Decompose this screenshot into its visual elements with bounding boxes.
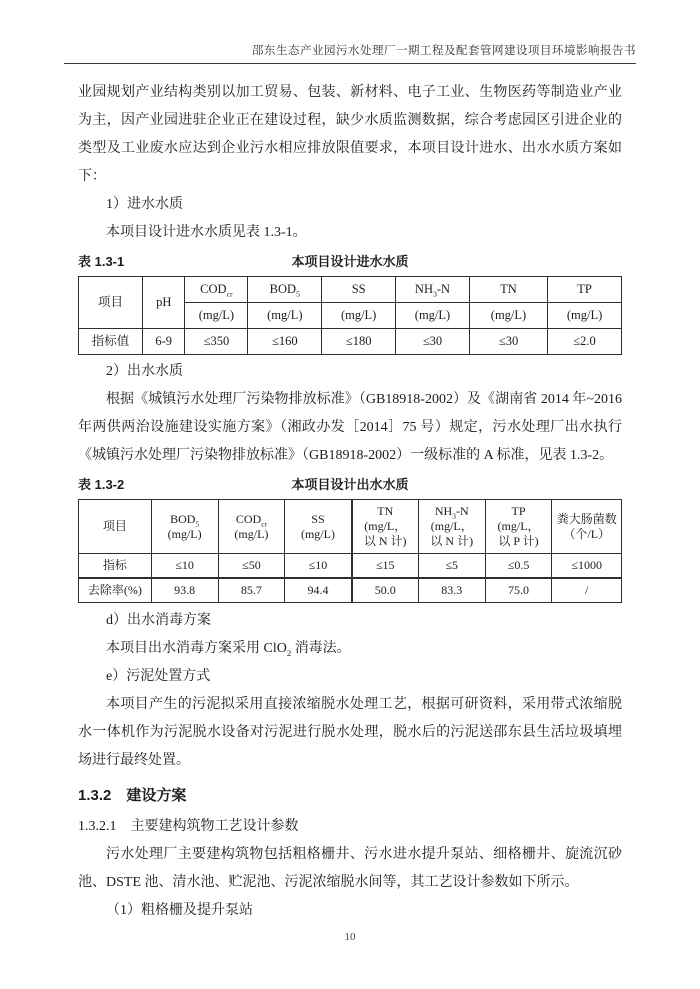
header-tn: TN — [469, 277, 547, 303]
section-heading-1321: 1.3.2.1 主要建构筑物工艺设计参数 — [78, 819, 299, 834]
list-item-coarse-screen: （1）粗格栅及提升泵站 — [106, 903, 253, 918]
value-cell: / — [552, 578, 622, 603]
list-item-disinfection: d）出水消毒方案 — [106, 613, 211, 628]
unit-cell: (mg/L) — [185, 303, 248, 329]
table2-caption-label: 表 1.3-2 — [78, 477, 125, 492]
value-cell: ≤30 — [396, 329, 470, 355]
value-cell: 83.3 — [418, 578, 485, 603]
header-tp: TP — [548, 277, 622, 303]
list-item-inlet: 1）进水水质 — [106, 197, 183, 212]
page-header — [64, 0, 636, 64]
value-cell: ≤350 — [185, 329, 248, 355]
unit-cell: (mg/L) — [469, 303, 547, 329]
header-nh3n: $NH_3-N$ (mg/L， 以 N 计) — [418, 500, 485, 554]
header-tn: TN (mg/L， 以 N 计) — [352, 500, 419, 554]
unit-cell: (mg/L) — [548, 303, 622, 329]
paragraph-standard: 根据《城镇污水处理厂污染物排放标准》（GB18918-2002）及《湖南省 2014 年~2016 年两供两治设施建设实施方案》（湘政办发［2014］75 号）规定，污水处理厂出水执行《城镇污水处理厂污染物排放标准》（GB18918-2002）一级标准的 A 标准，见表 1.3-2。 — [78, 392, 622, 463]
value-cell: 94.4 — [285, 578, 352, 603]
value-cell: ≤0.5 — [485, 554, 552, 579]
table1-caption-title: 本项目设计进水水质 — [291, 254, 409, 269]
header-ss: SS (mg/L) — [285, 500, 352, 554]
section-heading-132: 1.3.2 建设方案 — [78, 787, 187, 804]
value-cell: ≤10 — [285, 554, 352, 579]
table-row-limits — [79, 554, 622, 579]
value-cell: ≤30 — [469, 329, 547, 355]
value-cell: 85.7 — [218, 578, 285, 603]
value-cell: ≤5 — [418, 554, 485, 579]
paragraph-disinfection: 本项目出水消毒方案采用 ClO$_2$ 消毒法。 — [106, 641, 351, 658]
value-cell: ≤2.0 — [548, 329, 622, 355]
unit-cell: (mg/L) — [396, 303, 470, 329]
header-nh3n: $NH_3-N$ — [396, 277, 470, 303]
paragraph-sludge: 本项目产生的污泥拟采用直接浓缩脱水处理工艺，根据可研资料，采用带式浓缩脱水一体机作为污泥脱水设备对污泥进行脱水处理，脱水后的污泥送邵东县生活垃圾填埋场进行最终处置。 — [78, 697, 622, 768]
value-cell: ≤160 — [248, 329, 322, 355]
value-cell: 6-9 — [143, 329, 185, 355]
table-row — [79, 277, 622, 303]
header-item: 项目 — [79, 500, 152, 554]
row-label: 去除率(%) — [79, 578, 152, 603]
value-cell: ≤15 — [352, 554, 419, 579]
table-row-values — [79, 329, 622, 355]
header-tp: TP (mg/L， 以 P 计) — [485, 500, 552, 554]
inlet-water-quality-table — [78, 276, 622, 355]
value-cell: 50.0 — [352, 578, 419, 603]
header-cod: $COD_{cr}$ (mg/L) — [218, 500, 285, 554]
outlet-water-quality-table — [78, 499, 622, 603]
value-cell: ≤50 — [218, 554, 285, 579]
header-ph: pH — [143, 277, 185, 329]
header-ss: SS — [322, 277, 396, 303]
value-cell: 75.0 — [485, 578, 552, 603]
value-cell: ≤180 — [322, 329, 396, 355]
page-number: 10 — [344, 931, 356, 943]
header-bod: $BOD_5$ (mg/L) — [151, 500, 218, 554]
unit-cell: (mg/L) — [248, 303, 322, 329]
header-coliform: 粪大肠菌数 （个/L） — [552, 500, 622, 554]
table2-caption-title: 本项目设计出水水质 — [291, 477, 409, 492]
header-bod: $BOD_5$ — [248, 277, 322, 303]
table-row-removal — [79, 578, 622, 603]
row-label: 指标 — [79, 554, 152, 579]
header-title: 邵东生态产业园污水处理厂一期工程及配套管网建设项目环境影响报告书 — [252, 45, 636, 57]
row-label: 指标值 — [79, 329, 143, 355]
header-cod: $COD_{cr}$ — [185, 277, 248, 303]
table1-caption — [78, 252, 622, 272]
page-content — [0, 79, 700, 925]
paragraph-intro: 业园规划产业结构类别以加工贸易、包装、新材料、电子工业、生物医药等制造业产业为主，因产业园进驻企业正在建设过程，缺少水质监测数据，综合考虑园区引进企业的类型及工业废水应达到企业污水相应排放限值要求，本项目设计进水、出水水质方案如下： — [78, 85, 622, 184]
table2-caption — [78, 475, 622, 495]
table1-caption-label: 表 1.3-1 — [78, 254, 125, 269]
unit-cell: (mg/L) — [322, 303, 396, 329]
value-cell: ≤1000 — [552, 554, 622, 579]
header-item: 项目 — [79, 277, 143, 329]
table-row-header — [79, 500, 622, 554]
paragraph-table1-ref: 本项目设计进水水质见表 1.3-1。 — [106, 225, 307, 240]
list-item-sludge: e）污泥处置方式 — [106, 669, 211, 684]
value-cell: ≤10 — [151, 554, 218, 579]
list-item-outlet: 2）出水水质 — [106, 364, 183, 379]
paragraph-structures: 污水处理厂主要建构筑物包括粗格栅井、污水进水提升泵站、细格栅井、旋流沉砂池、DSTE 池、清水池、贮泥池、污泥浓缩脱水间等，其工艺设计参数如下所示。 — [78, 847, 622, 890]
value-cell: 93.8 — [151, 578, 218, 603]
